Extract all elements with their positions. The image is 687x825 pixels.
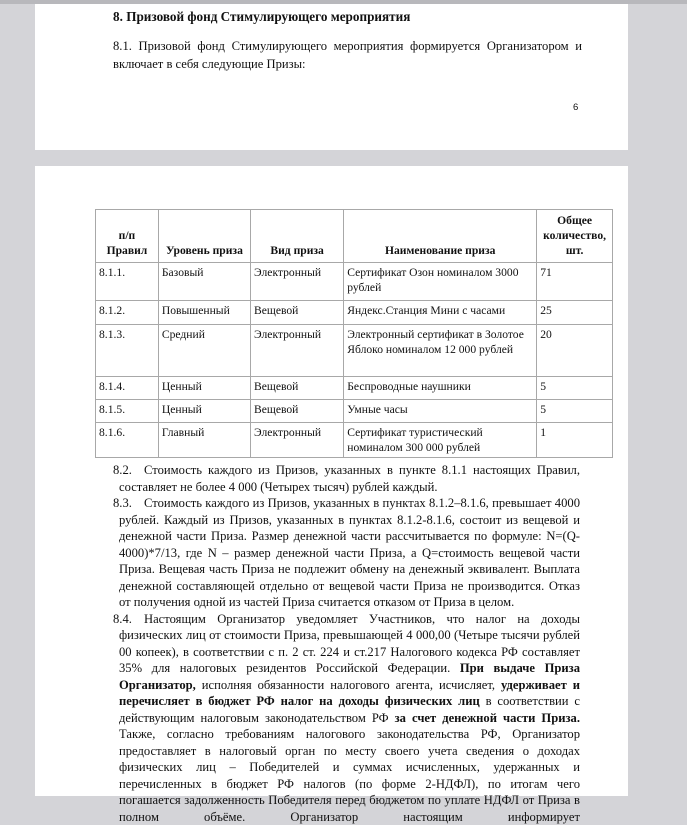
section-heading: 8. Призовой фонд Стимулирующего мероприятия [113,9,410,25]
cell-type: Вещевой [251,377,344,400]
cell-qty: 71 [537,263,613,301]
cell-qty: 20 [537,325,613,377]
clause-text: Стоимость каждого из Призов, указанных в пункте 8.1.1 настоящих Правил, составляет не более 4 000 (Четырех тысяч) рублей каждый. [119,463,580,494]
header-total-quantity: Общее количество, шт. [537,210,613,263]
clauses-section [113,462,580,825]
clause-number: 8.4. [113,611,144,628]
cell-level: Главный [158,423,250,458]
cell-type: Вещевой [251,400,344,423]
clause-8-4 [113,611,580,825]
cell-num: 8.1.3. [96,325,159,377]
clause-text: исполняя обязанности налогового агента, исчисляет, [196,678,501,692]
cell-num: 8.1.1. [96,263,159,301]
cell-name: Электронный сертификат в Золотое Яблоко номиналом 12 000 рублей [344,325,537,377]
page-number: 6 [573,102,578,113]
clause-number: 8.3. [113,495,144,512]
clause-bold-text: за счет денежной части Приза. [395,711,580,725]
cell-num: 8.1.4. [96,377,159,400]
table-row [96,400,613,423]
cell-name: Сертификат туристический номиналом 300 000 рублей [344,423,537,458]
clause-text: Настоящим Организатор уведомляет Участников, что налог на доходы физических лиц от стоимости Приза, превышающей 4 000,00 (Четыре тысячи рублей 00 копеек), в соответствии с п. 2 ст. 224 и ст.217 Налогового кодекса РФ составляет 35% для налоговых резидентов Российской Федерации. [119,612,580,676]
cell-qty: 1 [537,423,613,458]
clause-number: 8.2. [113,462,144,479]
cell-type: Электронный [251,325,344,377]
header-rule-number: п/п Правил [96,210,159,263]
cell-name: Умные часы [344,400,537,423]
cell-qty: 25 [537,301,613,325]
cell-name: Сертификат Озон номиналом 3000 рублей [344,263,537,301]
cell-num: 8.1.6. [96,423,159,458]
cell-qty: 5 [537,400,613,423]
cell-type: Электронный [251,263,344,301]
clause-8-2 [113,462,580,495]
table-row [96,325,613,377]
header-prize-level: Уровень приза [158,210,250,263]
cell-name: Яндекс.Станция Мини с часами [344,301,537,325]
cell-num: 8.1.2. [96,301,159,325]
cell-level: Базовый [158,263,250,301]
document-page-6 [35,4,628,150]
table-row [96,377,613,400]
table-row [96,263,613,301]
table-row [96,423,613,458]
cell-level: Средний [158,325,250,377]
document-page-7 [35,166,628,796]
cell-qty: 5 [537,377,613,400]
cell-num: 8.1.5. [96,400,159,423]
clause-bold-text: При выдаче Приза Организатор, [119,661,580,692]
header-prize-type: Вид приза [251,210,344,263]
cell-level: Ценный [158,400,250,423]
clause-text: Также, согласно требованиям налогового законодательства РФ, Организатор предоставляет в налоговый орган по месту своего учета сведения о доходах физических лиц – Победителей и суммах исчисленных, удержанных и перечисленных в бюджет РФ налогов (по форме 2-НДФЛ), по итогам чего погашается задолженность Победителя перед бюджетом по уплате НДФЛ от Приза в полном объёме. Организатор настоящим информирует [119,727,580,824]
paragraph-8-1: 8.1. Призовой фонд Стимулирующего мероприятия формируется Организатором и включает в себя следующие Призы: [113,37,582,73]
clause-8-3 [113,495,580,611]
clause-text: в соответствии с действующим налоговым законодательством РФ [119,694,580,725]
clause-bold-text: удерживает и перечисляет в бюджет РФ налог на доходы физических лиц [119,678,580,709]
cell-level: Ценный [158,377,250,400]
prize-table [95,209,613,458]
cell-level: Повышенный [158,301,250,325]
cell-type: Вещевой [251,301,344,325]
table-header-row [96,210,613,263]
cell-type: Электронный [251,423,344,458]
table-row [96,301,613,325]
cell-name: Беспроводные наушники [344,377,537,400]
clause-text: Стоимость каждого из Призов, указанных в пунктах 8.1.2–8.1.6, превышает 4000 рублей. Каждый из Призов, указанных в пунктах 8.1.2-8.1.6, состоит из вещевой и денежной части Приза. Размер денежной части рассчитывается по формуле: N=(Q-4000)*7/13, где N – размер денежной части Приза, а Q=стоимость вещевой части Приза. Вещевая часть Приза не подлежит обмену на денежный эквивалент. Выплата денежной составляющей отдельно от вещевой части Приза не производится. Отказ от получения одной из частей Приза считается отказом от Приза в целом. [119,496,580,609]
header-prize-name: Наименование приза [344,210,537,263]
